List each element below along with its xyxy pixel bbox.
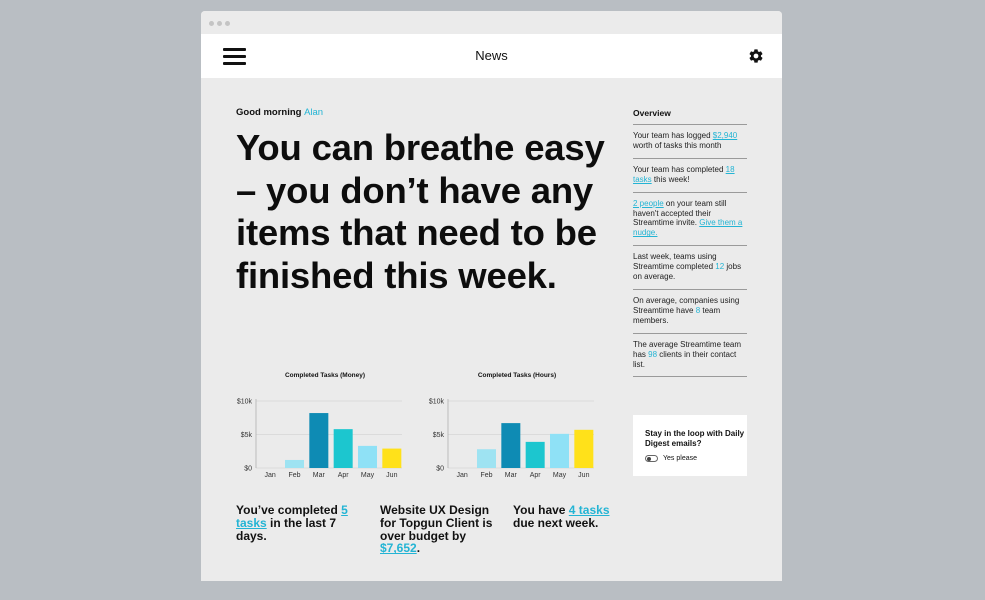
x-tick-label: Mar bbox=[504, 472, 517, 479]
digest-prompt: Stay in the loop with Daily Digest emails? bbox=[645, 429, 745, 448]
greeting-prefix: Good morning bbox=[236, 107, 305, 118]
stat-over-budget: Website UX Design for Topgun Client is over budget by $7,652. bbox=[380, 503, 493, 556]
settings-gear-icon[interactable] bbox=[748, 48, 764, 64]
x-tick-label: May bbox=[360, 472, 375, 479]
headline: You can breathe easy – you don’t have any items that need to be finished this week. bbox=[236, 127, 605, 296]
window-dot bbox=[217, 21, 222, 26]
bar-may bbox=[358, 446, 377, 468]
bar-jun bbox=[382, 449, 401, 468]
window-dot bbox=[225, 21, 230, 26]
x-tick-label: Apr bbox=[337, 472, 349, 479]
x-tick-label: Feb bbox=[480, 472, 493, 479]
over-budget-link[interactable]: $7,652 bbox=[380, 541, 417, 556]
bar-jun bbox=[574, 430, 593, 468]
daily-digest-card bbox=[633, 415, 747, 476]
overview-item: Last week, teams using Streamtime completed 12 jobs on average. bbox=[633, 246, 747, 290]
chart-svg bbox=[418, 369, 598, 479]
toggle-label: Yes please bbox=[663, 455, 697, 462]
stat-due-next-week: You have 4 tasks due next week. bbox=[513, 503, 610, 530]
overview-title: Overview bbox=[633, 108, 747, 125]
app-window bbox=[201, 11, 782, 581]
y-tick-label: $10k bbox=[236, 398, 252, 406]
bar-may bbox=[550, 434, 569, 468]
chart-completed-tasks-hours bbox=[418, 369, 598, 479]
digest-toggle[interactable] bbox=[645, 455, 658, 462]
completed-tasks-link[interactable]: 5 tasks bbox=[236, 503, 348, 530]
chart-title: Completed Tasks (Hours) bbox=[477, 372, 557, 379]
completed-tasks-week-link[interactable]: 18 tasks bbox=[633, 164, 735, 184]
window-chrome bbox=[201, 11, 782, 34]
bar-mar bbox=[309, 413, 328, 468]
overview-item: 2 people on your team still haven't accepted their Streamtime invite. Give them a nudge. bbox=[633, 193, 747, 247]
bar-apr bbox=[334, 429, 353, 468]
chart-svg bbox=[226, 369, 406, 479]
window-dot bbox=[209, 21, 214, 26]
x-tick-label: Jun bbox=[386, 472, 398, 479]
overview-item: On average, companies using Streamtime have 8 team members. bbox=[633, 290, 747, 334]
bar-feb bbox=[285, 460, 304, 468]
overview-sidebar bbox=[633, 108, 747, 377]
page-title: News bbox=[475, 48, 508, 63]
bar-feb bbox=[477, 449, 496, 468]
y-tick-label: $0 bbox=[436, 465, 444, 473]
x-tick-label: Apr bbox=[529, 472, 541, 479]
x-tick-label: May bbox=[552, 472, 567, 479]
chart-completed-tasks-money bbox=[226, 369, 406, 479]
bar-apr bbox=[526, 442, 545, 468]
x-tick-label: Jan bbox=[456, 472, 468, 479]
y-tick-label: $0 bbox=[244, 465, 252, 473]
overview-item: Your team has completed 18 tasks this week! bbox=[633, 159, 747, 193]
pending-people-link[interactable]: 2 people bbox=[633, 198, 664, 208]
overview-item: Your team has logged $2,940 worth of tasks this month bbox=[633, 125, 747, 159]
logged-amount-link[interactable]: $2,940 bbox=[712, 131, 738, 140]
top-navbar bbox=[201, 34, 782, 78]
user-name: Alan bbox=[304, 107, 324, 118]
chart-title: Completed Tasks (Money) bbox=[284, 372, 366, 379]
x-tick-label: Jan bbox=[264, 472, 276, 479]
due-tasks-link[interactable]: 4 tasks bbox=[568, 503, 610, 517]
x-tick-label: Feb bbox=[288, 472, 301, 479]
y-tick-label: $5k bbox=[432, 432, 444, 439]
x-tick-label: Mar bbox=[312, 472, 325, 479]
nudge-link[interactable]: Give them a nudge. bbox=[633, 218, 743, 238]
overview-item: The average Streamtime team has 98 clients in their contact list. bbox=[633, 334, 747, 378]
stat-completed-tasks: You’ve completed 5 tasks in the last 7 days. bbox=[236, 503, 348, 543]
bar-mar bbox=[501, 423, 520, 468]
x-tick-label: Jun bbox=[578, 472, 590, 479]
y-tick-label: $10k bbox=[428, 398, 444, 406]
y-tick-label: $5k bbox=[240, 432, 252, 439]
greeting bbox=[236, 107, 596, 118]
